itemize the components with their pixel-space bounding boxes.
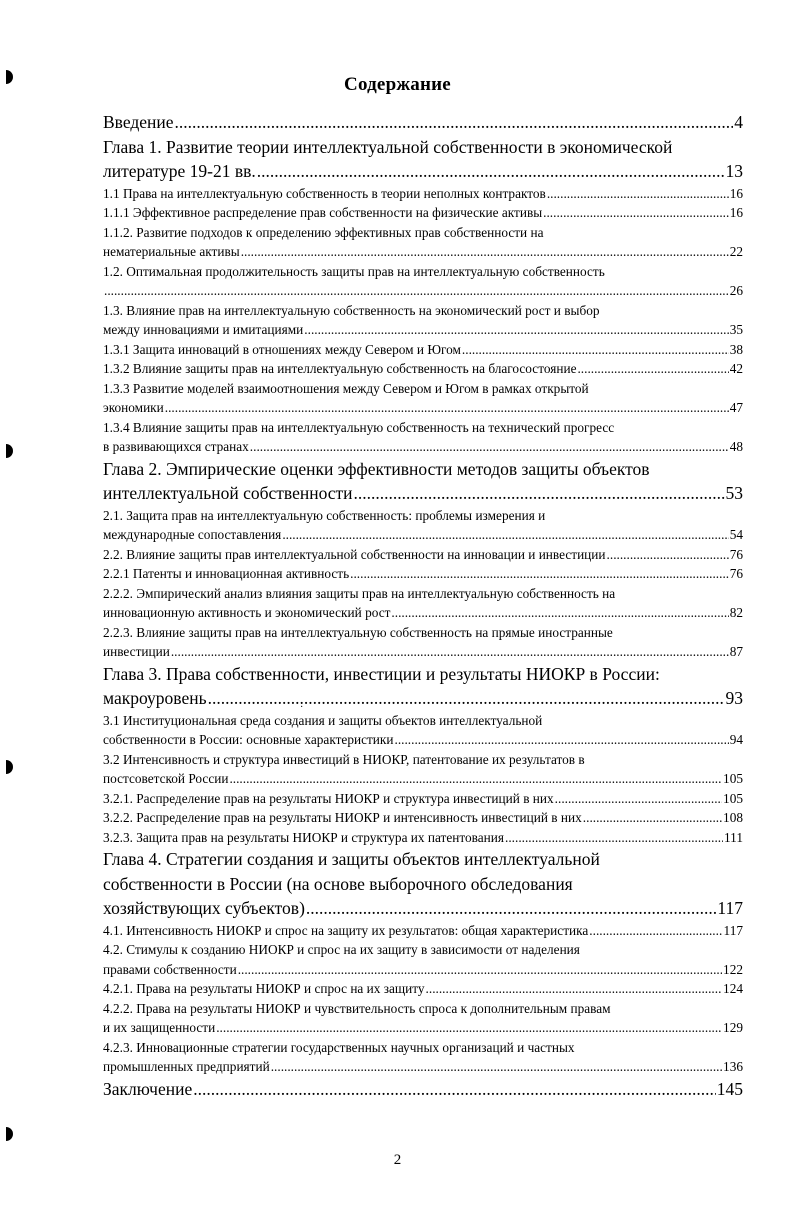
toc-section-entry[interactable] — [103, 623, 743, 662]
toc-entry-text: 1.3. Влияние прав на интеллектуальную собственность на экономический рост и выбор — [103, 302, 600, 318]
toc-section-entry[interactable] — [103, 262, 743, 301]
leader-dots — [238, 960, 722, 980]
toc-entry-text: хозяйствующих субъектов) — [103, 898, 305, 918]
toc-page-number: 108 — [723, 810, 743, 825]
toc-entry-text: 2.2.2. Эмпирический анализ влияния защиты прав на интеллектуальную собственность на — [103, 585, 616, 601]
toc-section-entry[interactable] — [103, 808, 743, 828]
toc-page-number: 13 — [725, 161, 743, 181]
toc-entry-text: 1.1.1 Эффективное распределение прав собственности на физические активы — [103, 205, 543, 220]
toc-page-number: 22 — [729, 244, 743, 259]
toc-page-number: 48 — [729, 439, 743, 454]
toc-entry-text: в развивающихся странах — [103, 439, 249, 454]
toc-section-entry[interactable] — [103, 418, 743, 457]
toc-section-entry[interactable] — [103, 564, 743, 584]
leader-dots — [171, 642, 729, 662]
toc-entry-text: Введение — [103, 112, 174, 132]
leader-dots — [426, 979, 723, 999]
leader-dots — [306, 896, 716, 921]
page-title: Содержание — [344, 74, 451, 95]
leader-dots — [391, 603, 728, 623]
toc-entry-text: 1.3.1 Защита инноваций в отношениях между Севером и Югом — [103, 341, 461, 357]
toc-chapter-entry[interactable] — [103, 110, 743, 135]
leader-dots — [241, 242, 729, 262]
leader-dots — [282, 525, 728, 545]
toc-page-number: 53 — [725, 483, 743, 503]
toc-page-number: 4 — [734, 112, 743, 132]
toc-entry-text: Глава 1. Развитие теории интеллектуальной собственности в экономической — [103, 136, 673, 157]
leader-dots — [208, 686, 725, 711]
toc-page-number: 111 — [724, 829, 743, 845]
toc-entry-text: 3.2 Интенсивность и структура инвестиций в НИОКР, патентование их результатов в — [103, 751, 585, 767]
toc-entry-text: постсоветской России — [103, 771, 229, 786]
toc-page-number: 93 — [725, 688, 743, 708]
leader-dots — [165, 398, 729, 418]
toc-page-number: 105 — [723, 790, 743, 806]
toc-entry-text: 4.1. Интенсивность НИОКР и спрос на защиту их результатов: общая характеристика — [103, 922, 589, 938]
leader-dots — [271, 1057, 722, 1077]
toc-page-number: 47 — [729, 400, 743, 415]
toc-chapter-entry[interactable] — [103, 1077, 743, 1102]
leader-dots — [216, 1018, 722, 1038]
toc-entry-text: 3.2.2. Распределение прав на результаты НИОКР и интенсивность инвестиций в них — [103, 810, 582, 825]
toc-section-entry[interactable] — [103, 921, 743, 941]
toc-section-entry[interactable] — [103, 301, 743, 340]
toc-page-number: 26 — [729, 283, 743, 298]
toc-entry-text: 3.2.1. Распределение прав на результаты НИОКР и структура инвестиций в них — [103, 790, 554, 806]
toc-chapter-entry[interactable] — [103, 135, 743, 184]
toc-entry-text: 2.2. Влияние защиты прав интеллектуальной собственности на инновации и инвестиции — [103, 546, 606, 562]
toc-entry-text: 4.2.1. Права на результаты НИОКР и спрос на их защиту — [103, 981, 425, 996]
toc-section-entry[interactable] — [103, 506, 743, 545]
toc-entry-text: Глава 3. Права собственности, инвестиции и результаты НИОКР в России: — [103, 663, 660, 684]
toc-page-number: 54 — [729, 527, 743, 542]
leader-dots — [395, 730, 729, 750]
toc-entry-text: макроуровень — [103, 688, 207, 708]
toc-section-entry[interactable] — [103, 340, 743, 360]
toc-entry-text: 4.2.3. Инновационные стратегии государственных научных организаций и частных — [103, 1039, 575, 1055]
toc-entry-text: 1.3.3 Развитие моделей взаимоотношения между Севером и Югом в рамках открытой — [103, 380, 589, 396]
toc-entry-text: интеллектуальной собственности — [103, 483, 353, 503]
toc-page-number: 145 — [716, 1078, 743, 1099]
toc-section-entry[interactable] — [103, 359, 743, 379]
toc-entry-text: Глава 4. Стратегии создания и защиты объектов интеллектуальной — [103, 849, 600, 869]
binding-hole-mark — [6, 760, 13, 774]
leader-dots — [250, 437, 729, 457]
toc-entry-text: 1.2. Оптимальная продолжительность защиты прав на интеллектуальную собственность — [103, 263, 605, 279]
toc-section-entry[interactable] — [103, 999, 743, 1038]
toc-chapter-entry[interactable] — [103, 662, 743, 711]
toc-page-number: 117 — [717, 898, 743, 918]
toc-entry-text: 1.1 Права на интеллектуальную собственность в теории неполных контрактов — [103, 185, 546, 201]
leader-dots — [257, 159, 725, 184]
toc-entry-text: 1.3.2 Влияние защиты прав на интеллектуальную собственность на благосостояние — [103, 361, 577, 376]
toc-chapter-entry[interactable] — [103, 847, 743, 921]
toc-page-number: 87 — [729, 644, 743, 659]
leader-dots — [505, 828, 723, 848]
toc-entry-text: инвестиции — [103, 644, 170, 659]
leader-dots — [229, 769, 722, 789]
toc-entry-text: собственности в России: основные характеристики — [103, 732, 394, 747]
toc-chapter-entry[interactable] — [103, 457, 743, 506]
toc-section-entry[interactable] — [103, 828, 743, 848]
toc-section-entry[interactable] — [103, 940, 743, 979]
table-of-contents — [103, 110, 743, 1101]
leader-dots — [304, 320, 728, 340]
toc-section-entry[interactable] — [103, 979, 743, 999]
toc-entry-text: правами собственности — [103, 961, 237, 977]
toc-entry-text: 1.1.2. Развитие подходов к определению эффективных прав собственности на — [103, 224, 544, 240]
toc-page-number: 129 — [723, 1020, 743, 1035]
toc-section-entry[interactable] — [103, 223, 743, 262]
toc-entry-text: Заключение — [103, 1078, 193, 1099]
toc-section-entry[interactable] — [103, 203, 743, 223]
leader-dots — [193, 1077, 716, 1102]
toc-entry-text: собственности в России (на основе выборочного обследования — [103, 873, 573, 894]
toc-section-entry[interactable] — [103, 584, 743, 623]
leader-dots — [589, 921, 722, 941]
toc-entry-text: и их защищенности — [103, 1020, 216, 1035]
leader-dots — [350, 564, 729, 584]
binding-hole-mark — [6, 444, 13, 458]
toc-section-entry[interactable] — [103, 379, 743, 418]
toc-entry-text: между инновациями и имитациями — [103, 322, 304, 337]
toc-page-number: 76 — [729, 546, 743, 562]
toc-page-number: 76 — [729, 566, 743, 581]
page-number: 2 — [393, 1152, 402, 1168]
leader-dots — [104, 281, 729, 301]
scan-speck: · — [300, 702, 304, 713]
toc-section-entry[interactable] — [103, 711, 743, 750]
toc-section-entry[interactable] — [103, 750, 743, 789]
toc-entry-text: 2.1. Защита прав на интеллектуальную собственность: проблемы измерения и — [103, 507, 546, 523]
toc-entry-text: 2.2.3. Влияние защиты прав на интеллектуальную собственность на прямые иностранные — [103, 624, 613, 640]
toc-page-number: 124 — [723, 981, 743, 996]
toc-entry-text: инновационную активность и экономический рост — [103, 605, 391, 620]
toc-page-number: 82 — [729, 605, 743, 620]
toc-section-entry[interactable] — [103, 789, 743, 809]
leader-dots — [547, 184, 729, 204]
toc-entry-text: 4.2. Стимулы к созданию НИОКР и спрос на их защиту в зависимости от наделения — [103, 942, 580, 957]
toc-entry-text: 4.2.2. Права на результаты НИОКР и чувствительность спроса к дополнительным правам — [103, 1000, 611, 1016]
leader-dots — [462, 340, 729, 360]
toc-page-number: 16 — [729, 185, 743, 201]
toc-page-number: 16 — [729, 205, 743, 220]
toc-page-number: 122 — [723, 961, 743, 977]
toc-entry-text: 2.2.1 Патенты и инновационная активность — [103, 566, 350, 581]
toc-page-number: 117 — [723, 922, 743, 938]
toc-section-entry[interactable] — [103, 1038, 743, 1077]
toc-section-entry[interactable] — [103, 184, 743, 204]
toc-entry-text: 1.3.4 Влияние защиты прав на интеллектуальную собственность на технический прогресс — [103, 419, 615, 435]
toc-page-number: 94 — [729, 732, 743, 747]
toc-page-number: 42 — [729, 361, 743, 376]
toc-entry-text: международные сопоставления — [103, 527, 282, 542]
leader-dots — [607, 545, 729, 565]
leader-dots — [354, 481, 725, 506]
toc-page-number: 105 — [723, 771, 743, 786]
leader-dots — [577, 359, 728, 379]
toc-page-number: 136 — [723, 1059, 743, 1074]
toc-page-number: 38 — [729, 341, 743, 357]
binding-hole-mark — [6, 1127, 13, 1141]
toc-page-number: 35 — [729, 322, 743, 337]
toc-entry-text: Глава 2. Эмпирические оценки эффективности методов защиты объектов — [103, 458, 650, 479]
toc-entry-text: нематериальные активы — [103, 244, 240, 259]
toc-entry-text: 3.1 Институциональная среда создания и защиты объектов интеллектуальной — [103, 712, 543, 728]
toc-entry-text: промышленных предприятий — [103, 1059, 270, 1074]
toc-entry-text: экономики — [103, 400, 164, 415]
leader-dots — [583, 808, 722, 828]
leader-dots — [543, 203, 729, 223]
leader-dots — [175, 110, 734, 135]
leader-dots — [555, 789, 722, 809]
toc-entry-text: литературе 19-21 вв. — [103, 161, 256, 181]
toc-entry-text: 3.2.3. Защита прав на результаты НИОКР и структура их патентования — [103, 829, 505, 845]
toc-section-entry[interactable] — [103, 545, 743, 565]
